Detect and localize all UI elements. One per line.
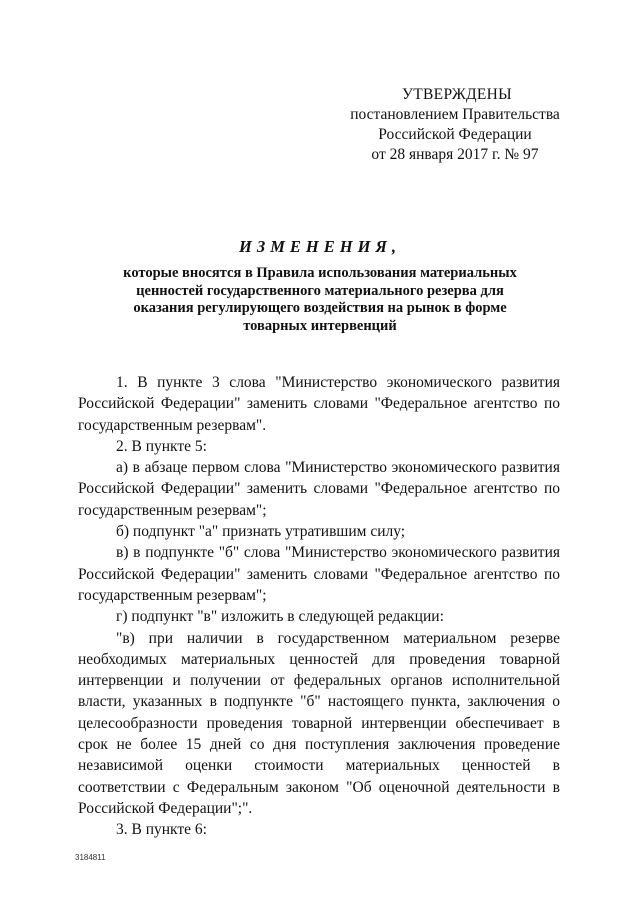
document-title: ИЗМЕНЕНИЯ, <box>239 237 401 256</box>
paragraph-subitem-a: а) в абзаце первом слова "Министерство экономического развития Российской Федерации" заменить словами "Федеральное агентство по государственным резервам"; <box>78 459 560 519</box>
subtitle-line: оказания регулирующего воздействия на рынок в форме <box>133 300 507 316</box>
approval-block <box>340 85 570 165</box>
approval-line-1: постановлением Правительства <box>350 106 560 123</box>
paragraph-subitem-g: г) подпункт "в" изложить в следующей редакции: <box>116 608 444 626</box>
document-subtitle <box>100 265 540 335</box>
approval-line-3: от 28 января 2017 г. № 97 <box>371 146 539 163</box>
paragraph-item-3: 3. В пункте 6: <box>116 821 207 839</box>
subtitle-line: товарных интервенций <box>243 317 397 334</box>
approval-line-2: Российской Федерации <box>378 126 532 143</box>
paragraph-quoted-text: "в) при наличии в государственном материальном резерве необходимых материальных ценностей для проведения товарной интервенции и получении от федеральных органов исполнительной власти, указанных в подпункте "б" настоящего пункта, заключения о целесообразности проведения товарной интервенции обеспечивает в срок не более 15 дней со дня поступления заключения проведение независимой оценки стоимости материальных ценностей в соответствии с Федеральным законом "Об оценочной деятельности в Российской Федерации";". <box>78 629 560 817</box>
subtitle-line: ценностей государственного материального резерва для <box>136 282 504 299</box>
document-body <box>78 372 560 841</box>
footer-document-code: 3184811 <box>75 853 106 862</box>
paragraph-item-2: 2. В пункте 5: <box>116 437 207 455</box>
approval-heading: УТВЕРЖДЕНЫ <box>402 86 512 103</box>
paragraph-subitem-b: б) подпункт "а" признать утратившим силу; <box>116 523 406 541</box>
paragraph-subitem-v: в) в подпункте "б" слова "Министерство экономического развития Российской Федерации" заменить словами "Федеральное агентство по государственным резервам"; <box>78 544 560 604</box>
subtitle-line: которые вносятся в Правила использования материальных <box>123 265 517 281</box>
paragraph-item-1: 1. В пункте 3 слова "Министерство экономического развития Российской Федерации" заменить словами "Федеральное агентство по государственным резервам". <box>78 374 560 434</box>
